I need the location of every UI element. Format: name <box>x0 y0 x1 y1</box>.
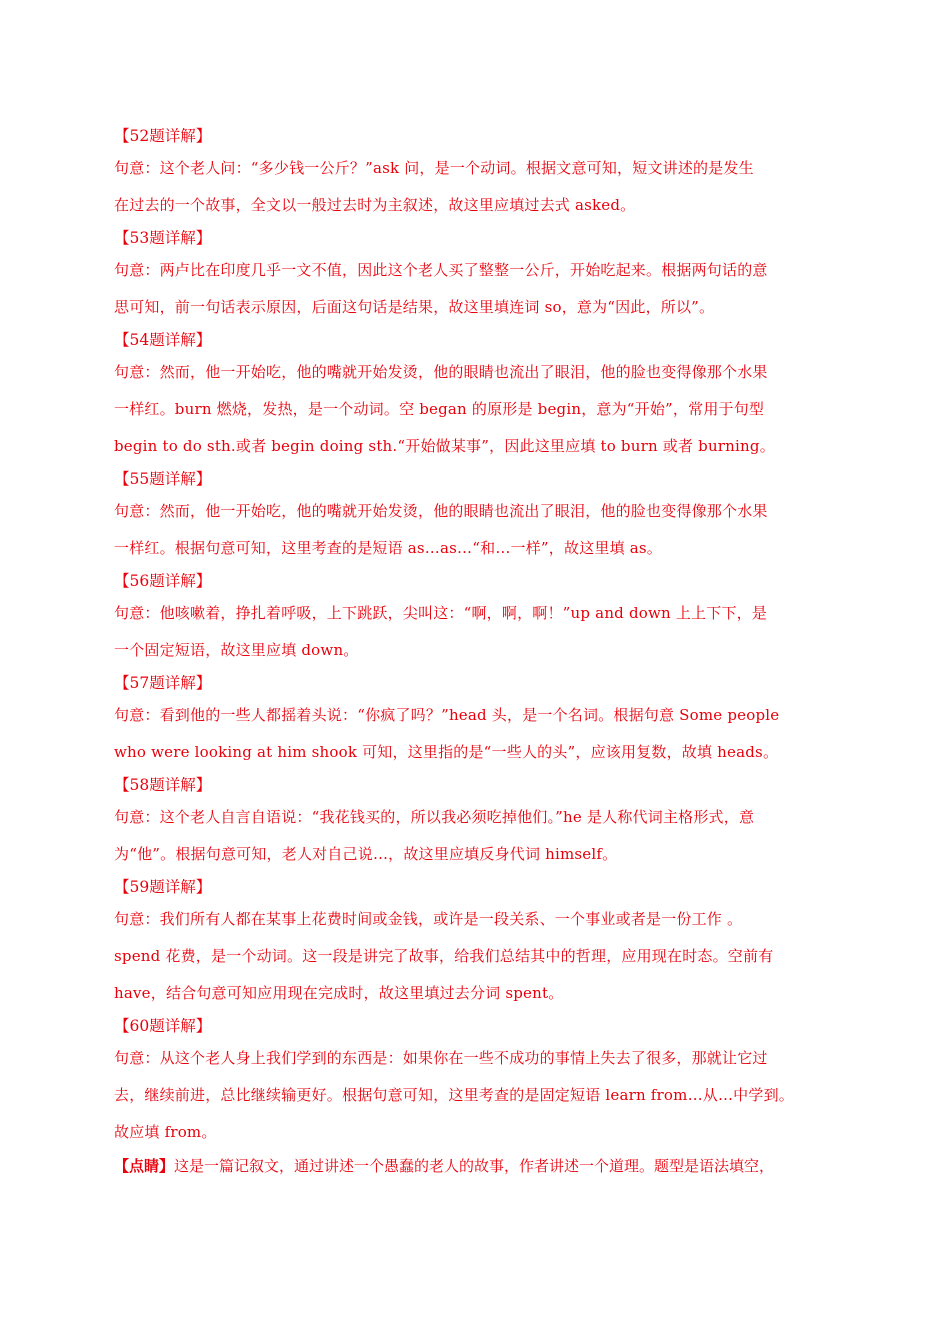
section-heading: 【55题详解】 <box>114 470 212 488</box>
explanation-line: have，结合句意可知应用现在完成时，故这里填过去分词 spent。 <box>114 984 564 1002</box>
explanation-line: who were looking at him shook 可知，这里指的是“一些人的头”，应该用复数，故填 heads。 <box>114 743 779 761</box>
explanation-line: 句意：看到他的一些人都摇着头说：“你疯了吗？”head 头，是一个名词。根据句意 Some people <box>114 706 780 724</box>
section-60 <box>114 1012 838 1151</box>
explanation-line: 思可知，前一句话表示原因，后面这句话是结果，故这里填连词 so，意为“因此，所以”。 <box>114 298 715 316</box>
section-52 <box>114 122 838 224</box>
section-heading: 【57题详解】 <box>114 674 212 692</box>
explanation-line: 句意：这个老人问：“多少钱一公斤？”ask 问，是一个动词。根据文意可知，短文讲述的是发生 <box>114 159 754 177</box>
explanation-line: 故应填 from。 <box>114 1123 217 1141</box>
explanation-line: 句意：然而，他一开始吃，他的嘴就开始发烫，他的眼睛也流出了眼泪，他的脸也变得像那个水果 <box>114 502 768 520</box>
section-heading: 【59题详解】 <box>114 878 212 896</box>
explanation-line: 在过去的一个故事，全文以一般过去时为主叙述，故这里应填过去式 asked。 <box>114 196 636 214</box>
key-point-text: 这是一篇记叙文，通过讲述一个愚蠢的老人的故事，作者讲述一个道理。题型是语法填空， <box>174 1157 775 1175</box>
explanation-line: 一个固定短语，故这里应填 down。 <box>114 641 359 659</box>
explanation-line: 句意：两卢比在印度几乎一文不值，因此这个老人买了整整一公斤，开始吃起来。根据两句话的意 <box>114 261 768 279</box>
explanation-line: 句意：这个老人自言自语说：“我花钱买的，所以我必须吃掉他们。”he 是人称代词主格形式，意 <box>114 808 755 826</box>
section-heading: 【58题详解】 <box>114 776 212 794</box>
section-57 <box>114 669 838 771</box>
key-point-note <box>114 1151 838 1181</box>
explanation-line: 句意：他咳嗽着，挣扎着呼吸，上下跳跃，尖叫这：“啊，啊，啊！”up and down 上上下下，是 <box>114 604 768 622</box>
explanation-line: 为“他”。根据句意可知，老人对自己说…，故这里应填反身代词 himself。 <box>114 845 618 863</box>
section-53 <box>114 224 838 326</box>
section-heading: 【52题详解】 <box>114 127 212 145</box>
section-heading: 【54题详解】 <box>114 331 212 349</box>
section-58 <box>114 771 838 873</box>
explanation-line: 一样红。burn 燃烧，发热，是一个动词。空 began 的原形是 begin，意为“开始”，常用于句型 <box>114 400 765 418</box>
section-55 <box>114 465 838 567</box>
explanation-line: 去，继续前进，总比继续输更好。根据句意可知，这里考查的是固定短语 learn from…从…中学到。 <box>114 1086 794 1104</box>
section-heading: 【56题详解】 <box>114 572 212 590</box>
section-59 <box>114 873 838 1012</box>
key-point-tag: 【点睛】 <box>114 1157 175 1175</box>
explanation-line: 一样红。根据句意可知，这里考查的是短语 as…as…“和…一样”，故这里填 as。 <box>114 539 662 557</box>
section-54 <box>114 326 838 465</box>
explanation-line: begin to do sth.或者 begin doing sth.“开始做某事”，因此这里应填 to burn 或者 burning。 <box>114 437 775 455</box>
explanation-line: 句意：然而，他一开始吃，他的嘴就开始发烫，他的眼睛也流出了眼泪，他的脸也变得像那个水果 <box>114 363 768 381</box>
section-heading: 【53题详解】 <box>114 229 212 247</box>
explanation-line: 句意：从这个老人身上我们学到的东西是：如果你在一些不成功的事情上失去了很多，那就让它过 <box>114 1049 768 1067</box>
document-page <box>114 122 838 1181</box>
section-heading: 【60题详解】 <box>114 1017 212 1035</box>
explanation-line: 句意：我们所有人都在某事上花费时间或金钱，或许是一段关系、一个事业或者是一份工作 。 <box>114 910 743 928</box>
explanation-line: spend 花费，是一个动词。这一段是讲完了故事，给我们总结其中的哲理，应用现在时态。空前有 <box>114 947 774 965</box>
section-56 <box>114 567 838 669</box>
